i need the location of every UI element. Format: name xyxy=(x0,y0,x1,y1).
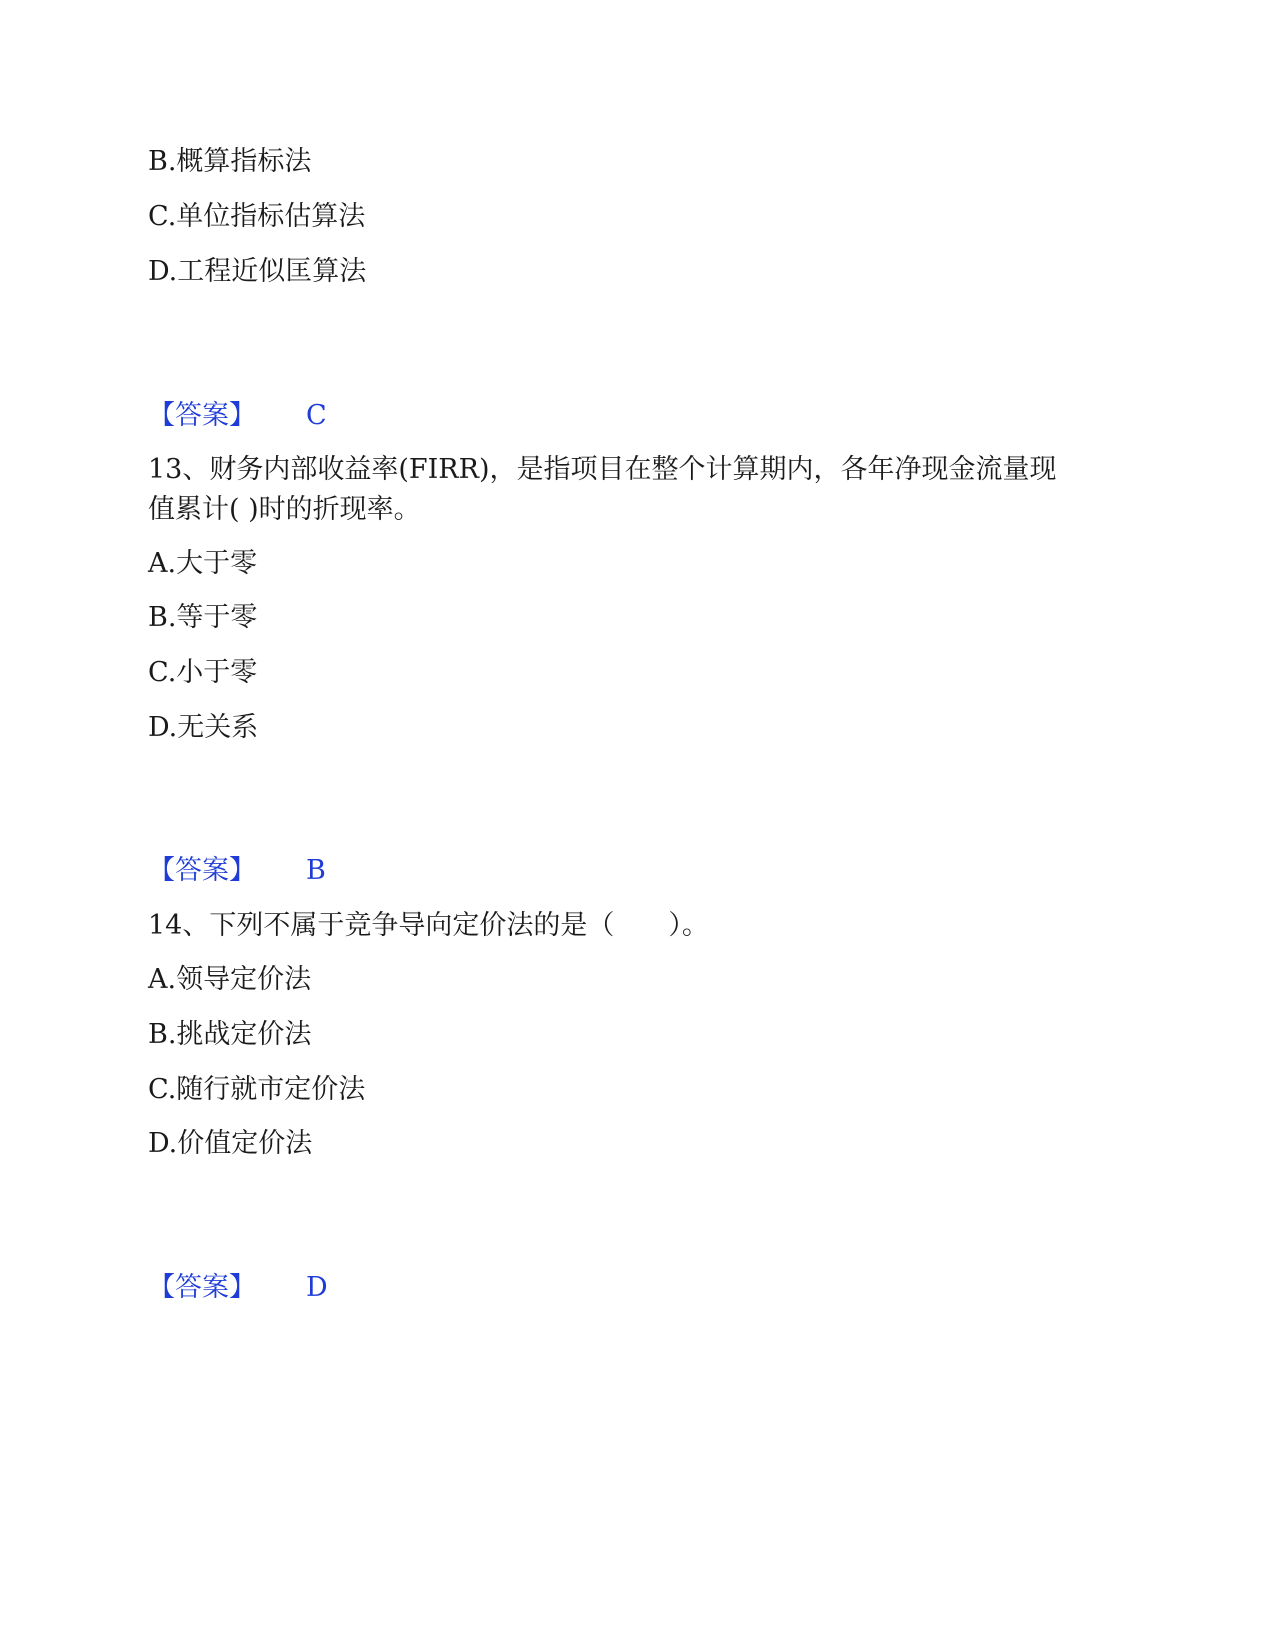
answer-value: B xyxy=(306,855,326,886)
answer-value: D xyxy=(306,1272,328,1303)
q14-option-a: A.领导定价法 xyxy=(148,964,312,995)
q13-answer xyxy=(148,851,326,891)
q14-option-b: B.挑战定价法 xyxy=(148,1019,312,1050)
q13-stem-line1: 13、财务内部收益率(FIRR)，是指项目在整个计算期内，各年净现金流量现 xyxy=(148,454,1057,485)
q12-option-b: B.概算指标法 xyxy=(148,146,312,177)
q13-stem-line2: 值累计( )时的折现率。 xyxy=(148,494,421,525)
q13-option-d: D.无关系 xyxy=(148,712,259,743)
q13-option-a: A.大于零 xyxy=(148,548,258,579)
q12-option-c: C.单位指标估算法 xyxy=(148,201,366,232)
q14-stem: 14、下列不属于竞争导向定价法的是（ ）。 xyxy=(148,910,709,941)
answer-label: 【答案】 xyxy=(148,1272,256,1303)
q14-option-d: D.价值定价法 xyxy=(148,1128,313,1159)
q14-option-c: C.随行就市定价法 xyxy=(148,1074,366,1105)
q14-answer xyxy=(148,1268,328,1308)
q12-option-d: D.工程近似匡算法 xyxy=(148,256,367,287)
answer-label: 【答案】 xyxy=(148,855,256,886)
answer-value: C xyxy=(306,400,327,431)
answer-label: 【答案】 xyxy=(148,400,256,431)
q12-answer xyxy=(148,396,327,436)
q13-option-c: C.小于零 xyxy=(148,657,258,688)
q13-option-b: B.等于零 xyxy=(148,602,258,633)
